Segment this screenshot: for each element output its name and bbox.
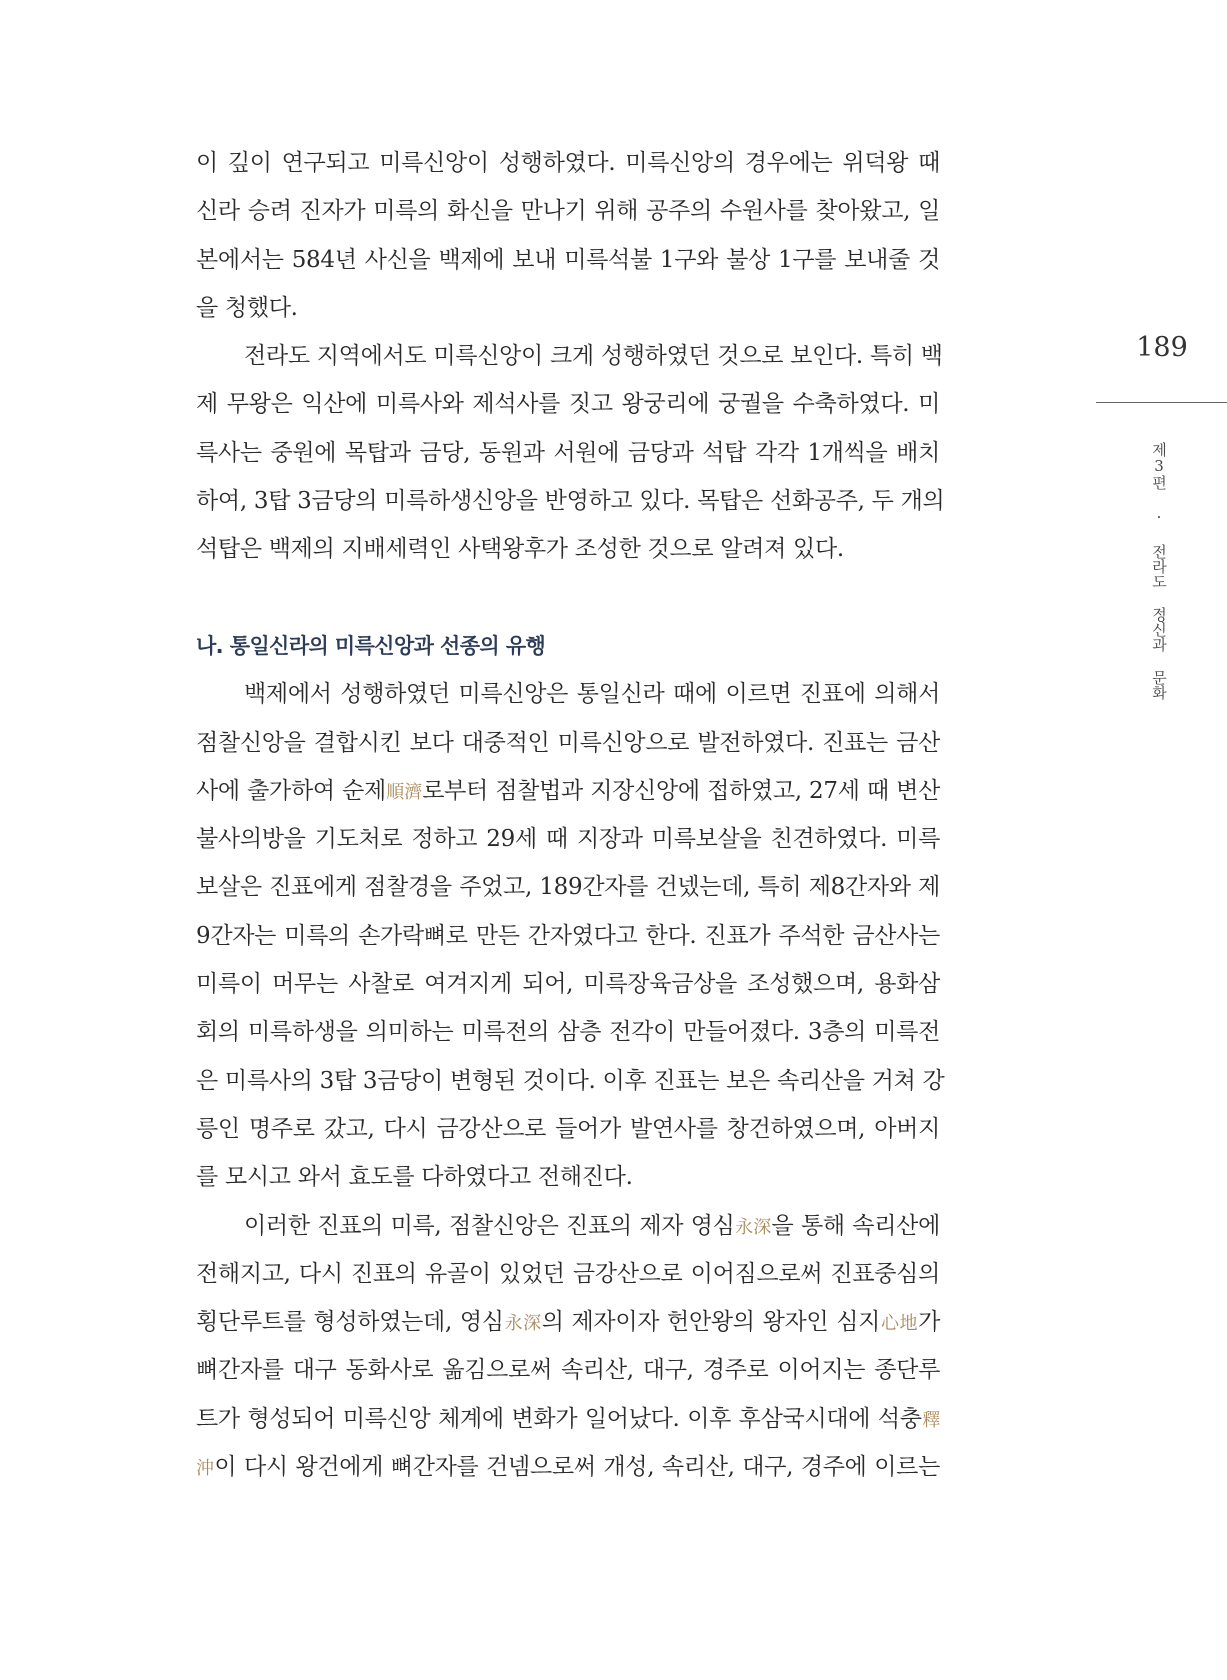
text-line: 은 미륵사의 3탑 3금당이 변형된 것이다. 이후 진표는 보은 속리산을 거쳐 강 xyxy=(196,1067,945,1094)
paragraph xyxy=(196,1202,940,1492)
text-segment: 을 통해 속리산에 xyxy=(771,1212,940,1239)
body-text xyxy=(196,139,945,1491)
text-line: 석탑은 백제의 지배세력인 사택왕후가 조성한 것으로 알려져 있다. xyxy=(196,536,844,563)
text-segment: 로부터 점찰법과 지장신앙에 접하였고, 27세 때 변산 xyxy=(422,777,940,804)
hanja-annotation: 釋 xyxy=(921,1409,941,1431)
text-line: 뼈간자를 대구 동화사로 옮김으로써 속리산, 대구, 경주로 이어지는 종단루 xyxy=(196,1357,940,1384)
text-line xyxy=(196,1298,940,1346)
text-line: 신라 승려 진자가 미륵의 화신을 만나기 위해 공주의 수원사를 찾아왔고, 일 xyxy=(196,198,940,225)
side-divider xyxy=(1096,402,1227,403)
text-line: 보살은 진표에게 점찰경을 주었고, 189간자를 건넸는데, 특히 제8간자와 제 xyxy=(196,874,940,901)
text-segment: 이 다시 왕건에게 뼈간자를 건넴으로써 개성, 속리산, 대구, 경주에 이르는 xyxy=(214,1454,940,1481)
text-line: 릉인 명주로 갔고, 다시 금강산으로 들어가 발연사를 창건하였으며, 아버지 xyxy=(196,1115,940,1142)
text-line xyxy=(196,1395,940,1443)
text-line: 백제에서 성행하였던 미륵신앙은 통일신라 때에 이르면 진표에 의해서 xyxy=(244,681,940,708)
text-segment: 가 xyxy=(918,1309,940,1336)
text-line: 전해지고, 다시 진표의 유골이 있었던 금강산으로 이어짐으로써 진표중심의 xyxy=(196,1260,940,1287)
text-line: 9간자는 미륵의 손가락뼈로 만든 간자였다고 한다. 진표가 주석한 금산사는 xyxy=(196,922,940,949)
text-line: 을 청했다. xyxy=(196,294,298,321)
text-segment: 의 제자이자 헌안왕의 왕자인 심지 xyxy=(541,1309,881,1336)
hanja-annotation: 沖 xyxy=(196,1458,215,1480)
text-line: 를 모시고 와서 효도를 다하였다고 전해진다. xyxy=(196,1164,633,1191)
hanja-annotation: 永深 xyxy=(734,1216,772,1238)
text-segment: 트가 형성되어 미륵신앙 체계에 변화가 일어났다. 이후 후삼국시대에 석충 xyxy=(196,1405,922,1432)
text-segment: 횡단루트를 형성하였는데, 영심 xyxy=(196,1309,504,1336)
hanja-annotation: 心地 xyxy=(880,1313,919,1335)
text-line xyxy=(196,1443,940,1491)
text-line: 회의 미륵하생을 의미하는 미륵전의 삼층 전각이 만들어졌다. 3층의 미륵전 xyxy=(196,1019,940,1046)
hanja-annotation: 永深 xyxy=(503,1313,542,1335)
running-title: 제3편 · 전라도 정신과 문화 xyxy=(1150,442,1168,700)
paragraph xyxy=(196,139,940,332)
text-line xyxy=(196,1202,940,1250)
text-line xyxy=(196,767,940,815)
paragraph xyxy=(196,670,945,1201)
text-line: 전라도 지역에서도 미륵신앙이 크게 성행하였던 것으로 보인다. 특히 백 xyxy=(244,343,943,370)
text-line: 륵사는 중원에 목탑과 금당, 동원과 서원에 금당과 석탑 각각 1개씩을 배치 xyxy=(196,439,940,466)
text-line: 제 무왕은 익산에 미륵사와 제석사를 짓고 왕궁리에 궁궐을 수축하였다. 미 xyxy=(196,391,940,418)
text-line: 하여, 3탑 3금당의 미륵하생신앙을 반영하고 있다. 목탑은 선화공주, 두 개의 xyxy=(196,488,945,515)
paragraph xyxy=(196,332,945,573)
text-line: 점찰신앙을 결합시킨 보다 대중적인 미륵신앙으로 발전하였다. 진표는 금산 xyxy=(196,729,940,756)
text-line: 본에서는 584년 사신을 백제에 보내 미륵석불 1구와 불상 1구를 보내줄 것 xyxy=(196,246,940,273)
hanja-annotation: 順濟 xyxy=(385,781,423,803)
page-number: 189 xyxy=(1136,332,1188,363)
text-line: 이 깊이 연구되고 미륵신앙이 성행하였다. 미륵신앙의 경우에는 위덕왕 때 xyxy=(196,150,940,176)
section-heading: 나. 통일신라의 미륵신앙과 선종의 유행 xyxy=(196,633,546,658)
text-line: 미륵이 머무는 사찰로 여겨지게 되어, 미륵장육금상을 조성했으며, 용화삼 xyxy=(196,971,940,998)
text-segment: 이러한 진표의 미륵, 점찰신앙은 진표의 제자 영심 xyxy=(244,1212,735,1239)
text-line: 불사의방을 기도처로 정하고 29세 때 지장과 미륵보살을 친견하였다. 미륵 xyxy=(196,826,940,853)
text-segment: 사에 출가하여 순제 xyxy=(196,777,386,804)
